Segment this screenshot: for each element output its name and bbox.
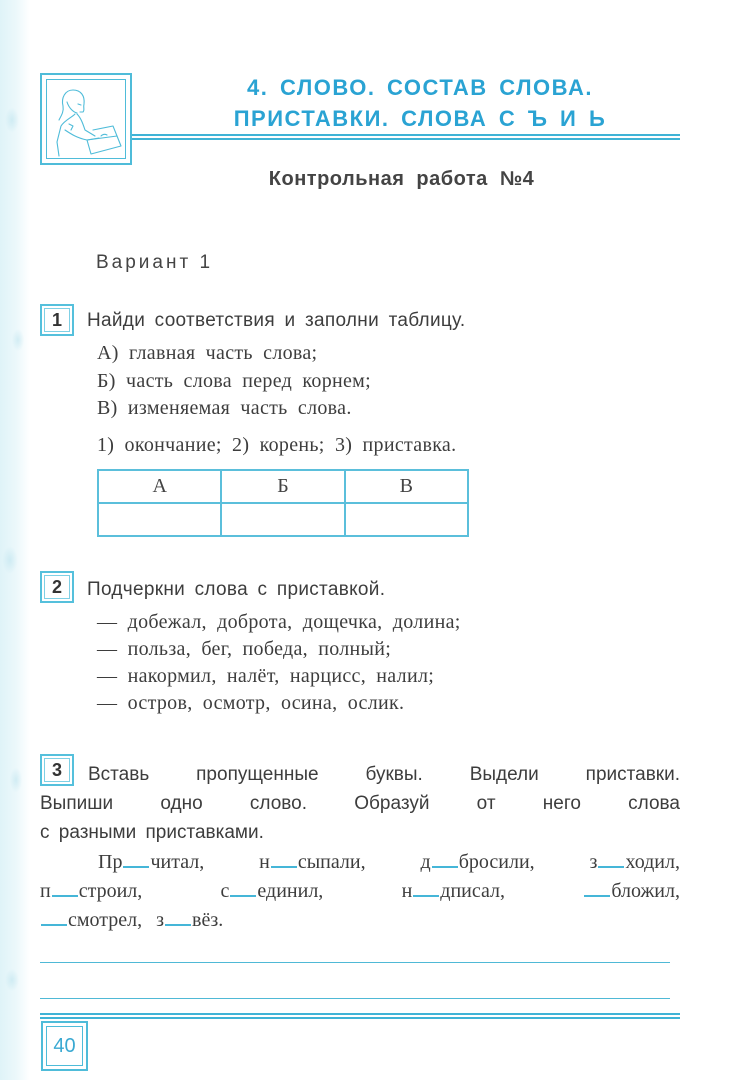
letter-blank[interactable] xyxy=(230,878,256,897)
task-1-instruction: Найди соответствия и заполни таблицу. xyxy=(87,310,466,331)
table-header-v: В xyxy=(345,470,468,503)
answer-cell-v[interactable] xyxy=(345,503,468,536)
task-3-instruction-line-3: с разными приставками. xyxy=(40,822,264,843)
word-item: н дписал, xyxy=(401,880,506,902)
chapter-title-line-1: 4. СЛОВО. СОСТАВ СЛОВА. xyxy=(247,75,593,100)
letter-blank[interactable] xyxy=(584,878,610,897)
letter-blank[interactable] xyxy=(271,849,297,868)
word-item: з ходил, xyxy=(589,851,680,873)
task-3-instruction-line-2: Выпиши одно слово. Образуй от него слова xyxy=(40,793,680,814)
answer-line-2[interactable] xyxy=(40,998,670,999)
word-item: д бросили, xyxy=(420,851,535,873)
task-3-instruction-line-1: Вставь пропущенные буквы. Выдели приставки. xyxy=(88,764,680,785)
answer-cell-b[interactable] xyxy=(221,503,344,536)
letter-blank[interactable] xyxy=(598,849,624,868)
task-2-line-2: — польза, бег, победа, полный; xyxy=(97,638,392,660)
task-2-line-1: — добежал, доброта, дощечка, долина; xyxy=(97,611,461,633)
letter-blank[interactable] xyxy=(432,849,458,868)
decorative-left-border xyxy=(0,0,30,1080)
task-1-item-c: В) изменяемая часть слова. xyxy=(97,397,352,419)
task-3-instruction xyxy=(40,760,680,847)
task-2-line-4: — остров, осмотр, осина, ослик. xyxy=(97,692,405,714)
test-title: Контрольная работа №4 xyxy=(268,168,535,190)
matching-table xyxy=(97,469,469,537)
letter-blank[interactable] xyxy=(41,907,67,926)
task-1-item-b: Б) часть слова перед корнем; xyxy=(97,370,371,392)
task-number-2: 2 xyxy=(40,571,74,603)
word-item: н сыпали, xyxy=(259,851,366,873)
task-number-1: 1 xyxy=(40,304,74,336)
variant-label: Вариант 1 xyxy=(96,252,214,273)
letter-blank[interactable] xyxy=(123,849,149,868)
answer-line-1[interactable] xyxy=(40,962,670,963)
task-number-3: 3 xyxy=(40,754,74,786)
letter-blank[interactable] xyxy=(165,907,191,926)
word-item: п строил, xyxy=(40,880,143,902)
task-2-instruction: Подчеркни слова с приставкой. xyxy=(87,579,386,600)
word-row-1 xyxy=(40,848,680,877)
table-header-row xyxy=(98,470,468,503)
chapter-title-line-2: ПРИСТАВКИ. СЛОВА С Ъ И Ь xyxy=(233,106,607,131)
word-item: Пр читал, xyxy=(98,851,205,873)
footer-divider xyxy=(40,1013,680,1019)
task-2-line-3: — накормил, налёт, нарцисс, налил; xyxy=(97,665,435,687)
header-divider xyxy=(132,134,680,140)
word-row-3 xyxy=(40,906,680,935)
task-3-word-list xyxy=(40,848,680,935)
word-item: с единил, xyxy=(220,880,324,902)
word-row-2 xyxy=(40,877,680,906)
answer-cell-a[interactable] xyxy=(98,503,221,536)
table-header-b: Б xyxy=(221,470,344,503)
word-item: бложил, xyxy=(583,877,680,906)
chapter-title xyxy=(150,72,690,134)
page-number: 40 xyxy=(46,1026,83,1066)
table-answer-row xyxy=(98,503,468,536)
letter-blank[interactable] xyxy=(413,878,439,897)
task-1-item-a: А) главная часть слова; xyxy=(97,342,318,364)
girl-writing-icon xyxy=(47,80,127,160)
page-number-box xyxy=(41,1021,88,1071)
table-header-a: А xyxy=(98,470,221,503)
word-item: з вёз. xyxy=(156,909,224,931)
task-1-options: 1) окончание; 2) корень; 3) приставка. xyxy=(97,434,457,456)
chapter-illustration xyxy=(40,73,132,165)
word-item: смотрел, xyxy=(40,906,142,935)
letter-blank[interactable] xyxy=(52,878,78,897)
